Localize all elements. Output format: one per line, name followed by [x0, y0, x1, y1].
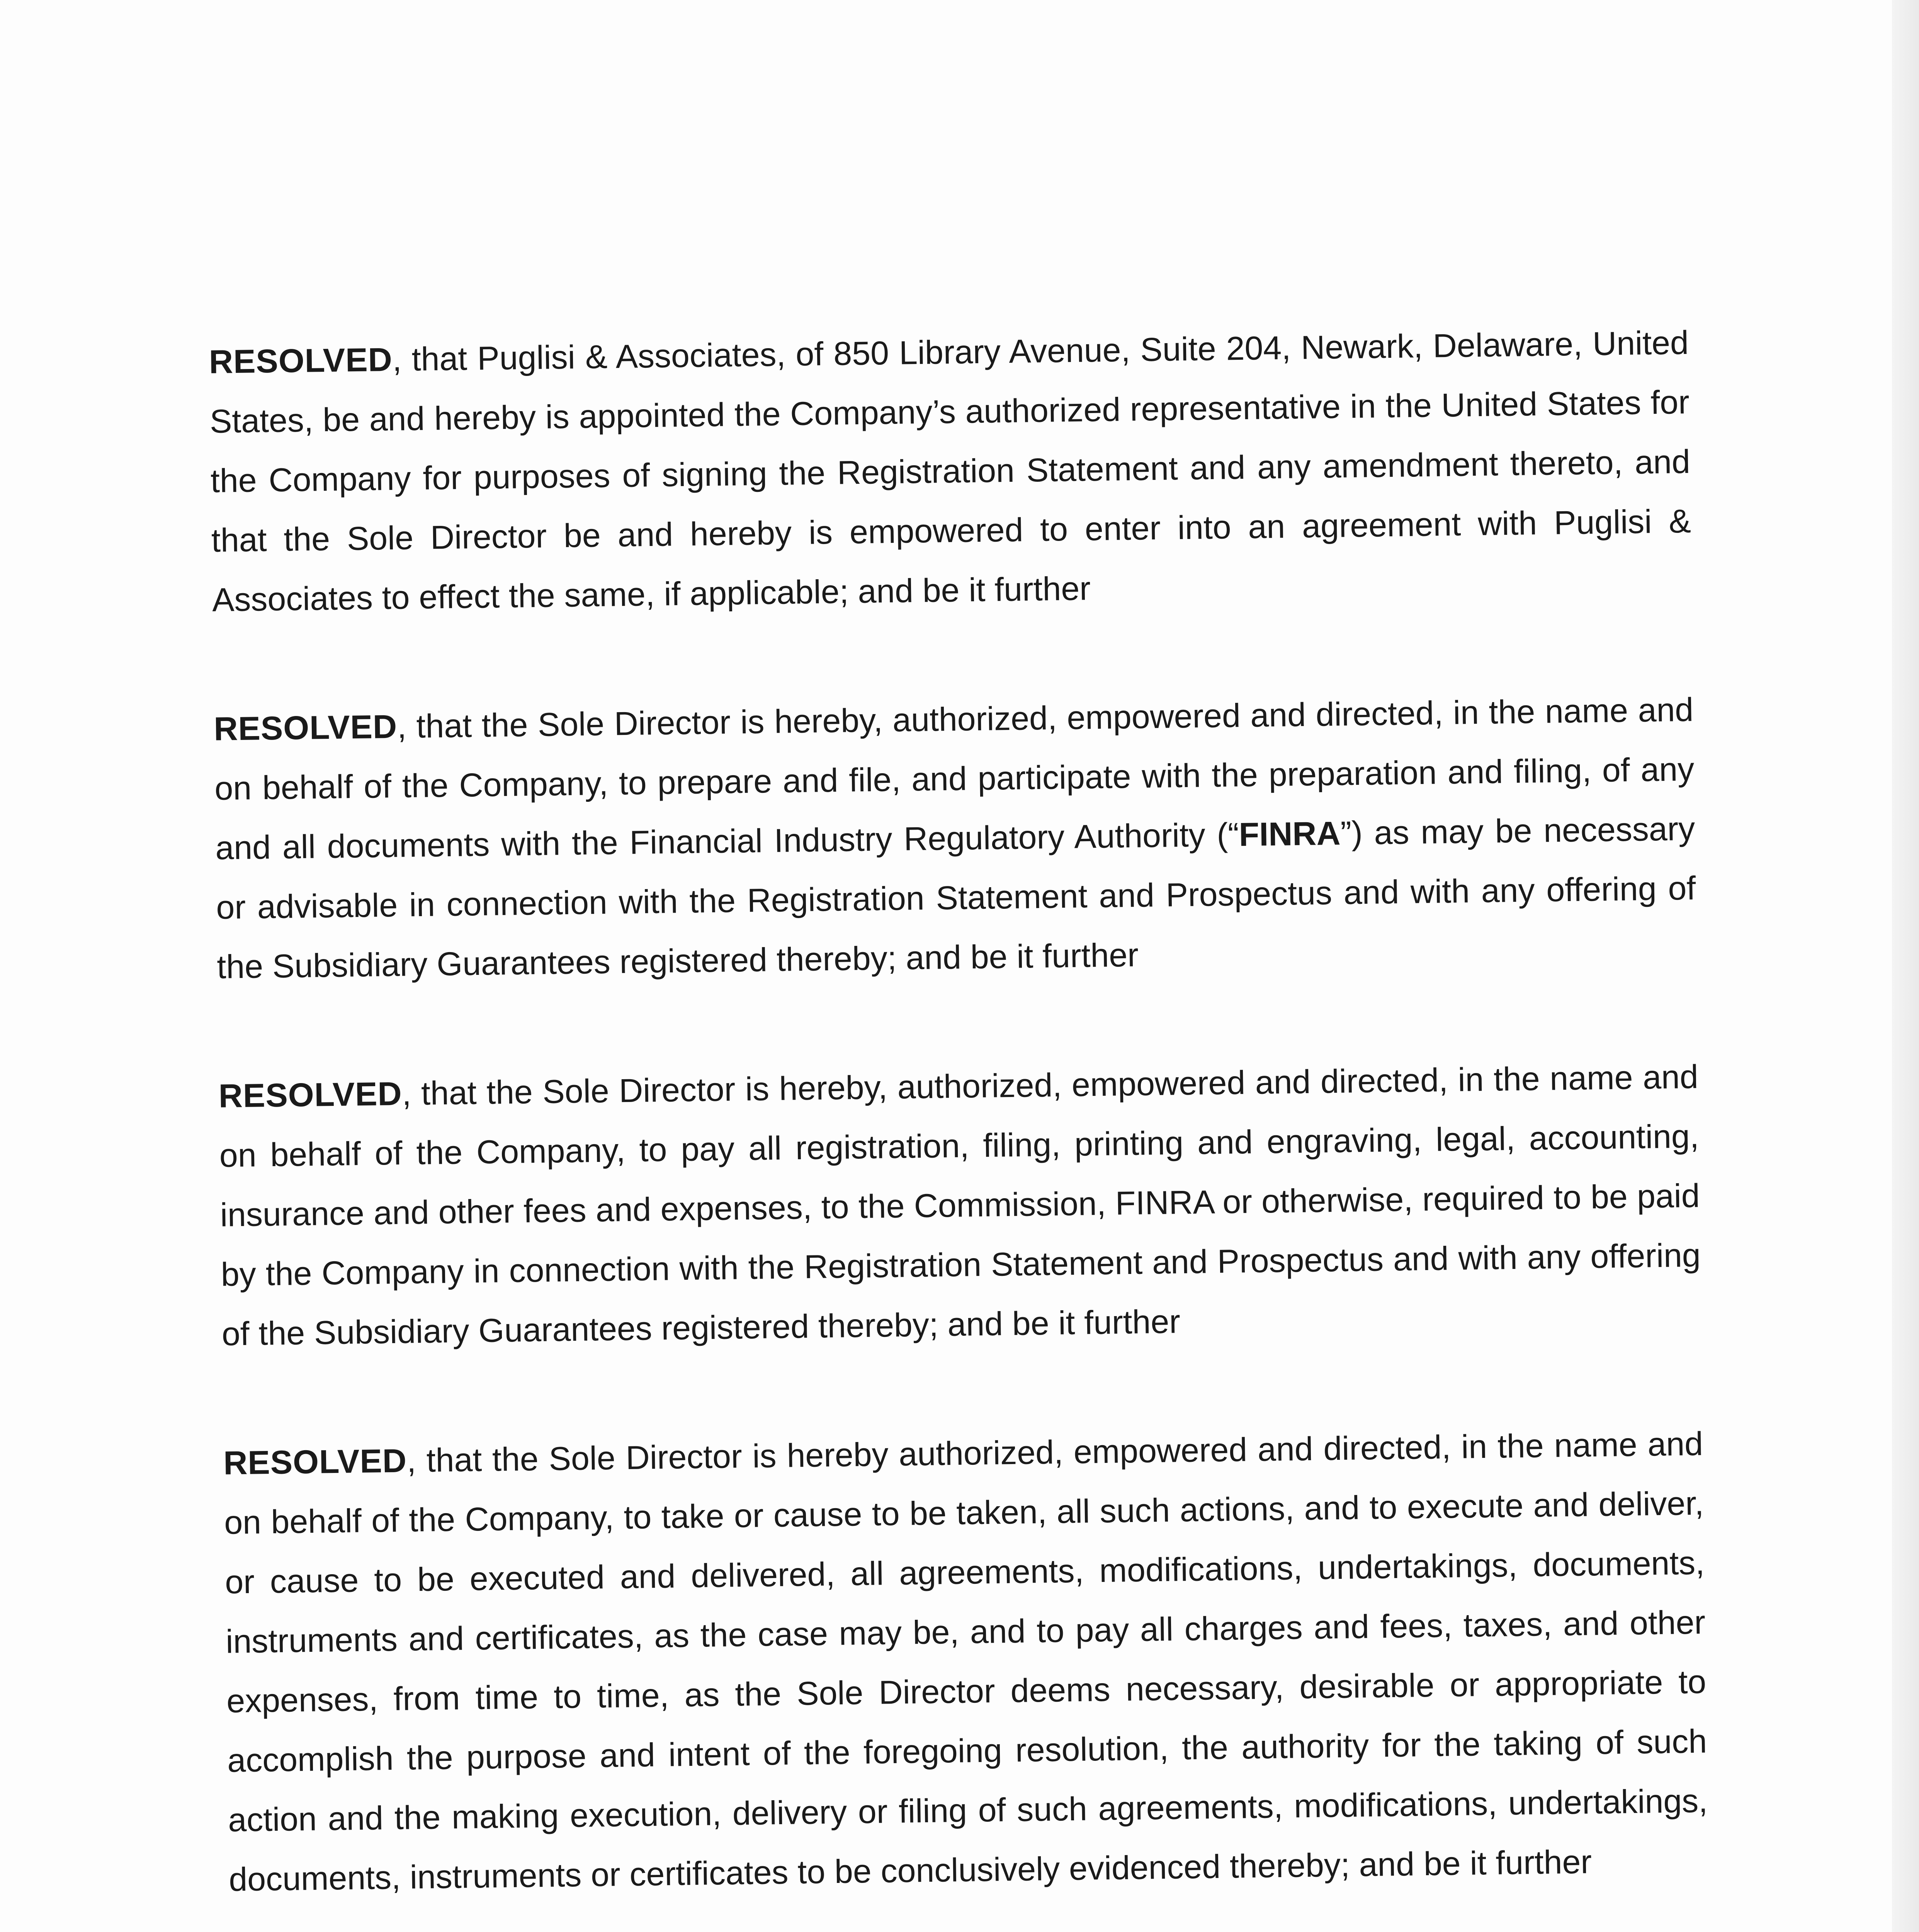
resolution-paragraph [218, 1047, 1702, 1364]
resolution-text: , that Puglisi & Associates, of 850 Library Avenue, Suite 204, Newark, Delaware, United States, be and hereby is appointed the Company’s authorized representative in the United States for the Company for purposes of signing the Registration Statement and any amendment thereto, and that the Sole Director be and hereby is empowered to enter into an agreement with Puglisi & Associates to effect the same, if applicable; and be it further [209, 324, 1691, 619]
resolution-lead: RESOLVED [209, 341, 393, 381]
resolution-paragraph [209, 313, 1692, 630]
resolution-paragraph [213, 680, 1697, 997]
resolution-lead: RESOLVED [218, 1075, 403, 1115]
document-body [209, 313, 1718, 1932]
resolution-paragraph [223, 1414, 1709, 1910]
resolution-lead: RESOLVED [223, 1442, 407, 1482]
resolution-text: , that the Sole Director is hereby, authorized, empowered and directed, in the name and on behalf of the Company, to prepare and file, and participate with the preparation and filing, of any and all documents with the Financial Industry Regulatory Authority (“ [214, 691, 1695, 867]
resolution-lead: RESOLVED [213, 708, 398, 748]
scan-edge-shadow [1892, 0, 1919, 1932]
defined-term: FINRA [1239, 815, 1341, 854]
resolution-text: , that the Sole Director is hereby, authorized, empowered and directed, in the name and on behalf of the Company, to pay all registration, filing, printing and engraving, legal, accounting, insurance and other fees and expenses, to the Commission, FINRA or otherwise, required to be paid by the Company in connection with the Registration Statement and Prospectus and with any offering of the Subsidiary Guarantees registered thereby; and be it further [219, 1058, 1701, 1353]
resolution-text: ”) as may be necessary or advisable in connection with the Registration Statement and Prospectus and with any offering of the Subsidiary Guarantees registered thereby; and be it further [216, 810, 1696, 986]
resolution-text: , that the Sole Director is hereby authorized, empowered and directed, in the name and on behalf of the Company, to take or cause to be taken, all such actions, and to execute and deliver, or cause to be executed and delivered, all agreements, modifications, undertakings, documents, instruments and certificates, as the case may be, and to pay all charges and fees, taxes, and other expenses, from time to time, as the Sole Director deems necessary, desirable or appropriate to accomplish the purpose and intent of the foregoing resolution, the authority for the taking of such action and the making execution, delivery or filing of such agreements, modifications, undertakings, documents, instruments or certificates to be conclusively evidenced thereby; and be it further [224, 1425, 1708, 1898]
